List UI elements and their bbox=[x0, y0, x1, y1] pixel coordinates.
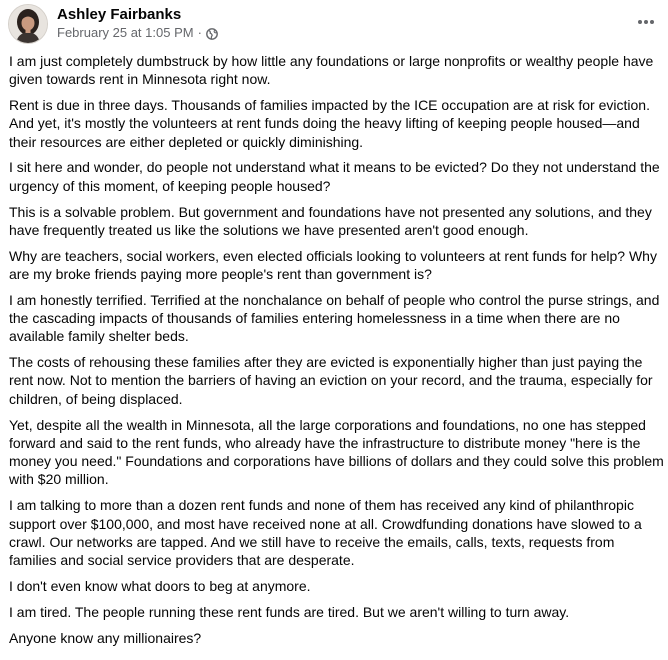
post-timestamp[interactable]: February 25 at 1:05 PM bbox=[57, 25, 194, 40]
post-paragraph: Rent is due in three days. Thousands of families impacted by the ICE occupation are at risk for eviction. And yet, it's mostly the volunteers at rent funds doing the heavy lifting of keeping people housed—and their resources are either depleted or quickly diminishing. bbox=[9, 97, 650, 150]
post-paragraph: I sit here and wonder, do people not understand what it means to be evicted? Do they not understand the urgency of this moment, of keeping people housed? bbox=[9, 159, 660, 194]
post-paragraph: I am tired. The people running these rent funds are tired. But we aren't willing to turn away. bbox=[9, 603, 570, 620]
post-paragraph: Yet, despite all the wealth in Minnesota, all the large corporations and foundations, no one has stepped forward and said to the rent funds, who already have the infrastructure to distribute money "here is the money you need." Foundations and corporations have billions of dollars and they could solve this problem with $20 million. bbox=[9, 416, 664, 488]
post-header bbox=[0, 0, 668, 48]
post-paragraph: I am honestly terrified. Terrified at the nonchalance on behalf of people who control the purse strings, and the cascading impacts of thousands of families entering homelessness in a time when there are no available family shelter beds. bbox=[9, 291, 660, 345]
post-body bbox=[9, 52, 665, 654]
more-options-icon bbox=[644, 20, 648, 24]
avatar-photo bbox=[9, 5, 47, 43]
more-options-icon bbox=[650, 20, 654, 24]
avatar[interactable] bbox=[8, 4, 48, 44]
post-paragraph: I am just completely dumbstruck by how little any foundations or large nonprofits or wealthy people have given towards rent in Minnesota right now. bbox=[9, 53, 654, 88]
globe-icon[interactable] bbox=[206, 28, 218, 40]
post-paragraph: Why are teachers, social workers, even elected officials looking to volunteers at rent funds for help? Why are my broke friends paying more people's rent than government is? bbox=[9, 247, 657, 282]
post-paragraph: This is a solvable problem. But government and foundations have not presented any solutions, and they have frequently treated us like the solutions we have presented aren't good enough. bbox=[9, 203, 652, 238]
meta-separator: · bbox=[197, 25, 202, 40]
post-paragraph: The costs of rehousing these families after they are evicted is exponentially higher than just paying the rent now. Not to mention the barriers of having an eviction on your record, and the trauma, especially for children, of being displaced. bbox=[9, 354, 653, 407]
post-paragraph: I don't even know what doors to beg at anymore. bbox=[9, 577, 311, 594]
more-options-icon bbox=[638, 20, 642, 24]
post-paragraph: I am talking to more than a dozen rent funds and none of them has received any kind of philanthropic support over $100,000, and most have received none at all. Crowdfunding donations have slowed to a crawl. Our networks are tapped. And we still have to receive the emails, calls, texts, requests from families and social service providers that are desperate. bbox=[9, 497, 642, 569]
post-paragraph: Anyone know any millionaires? bbox=[9, 629, 202, 646]
more-options-button[interactable] bbox=[634, 10, 658, 34]
post-meta bbox=[57, 25, 218, 41]
author-name[interactable]: Ashley Fairbanks bbox=[57, 6, 182, 23]
